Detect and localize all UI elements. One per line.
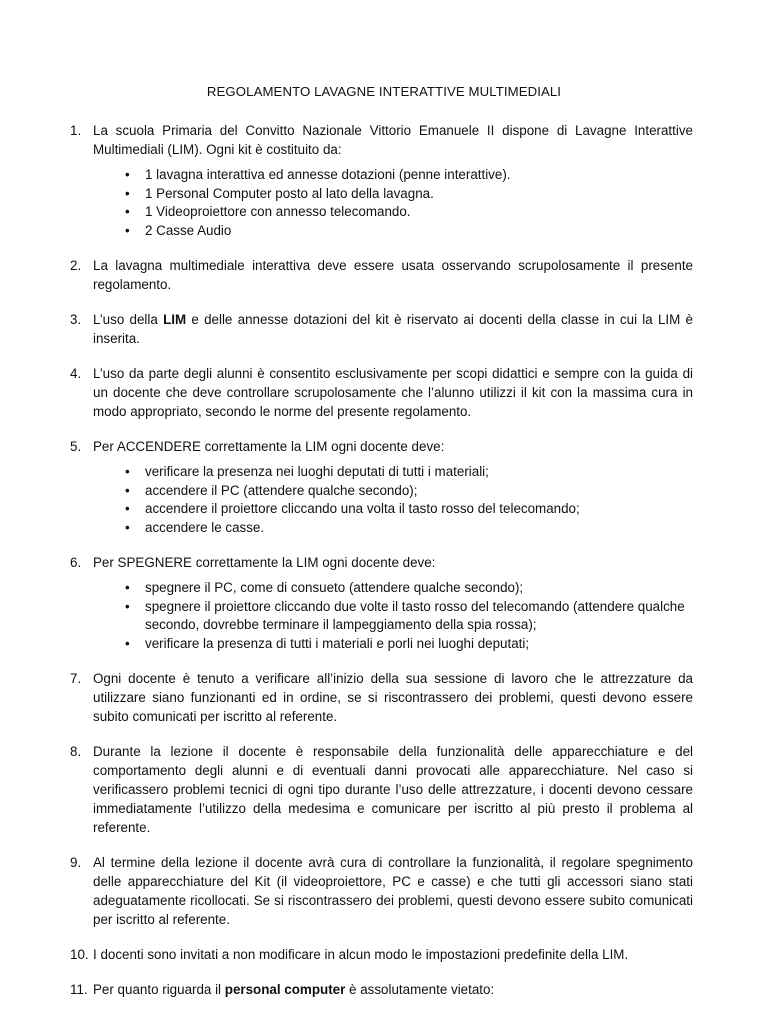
rule-item xyxy=(70,364,693,421)
rule-item xyxy=(70,853,693,929)
rule-number: 10. xyxy=(70,947,89,962)
bullet-list xyxy=(93,463,693,537)
list-item: • accendere le casse. xyxy=(145,519,693,538)
list-item: • 1 Videoproiettore con annesso telecomando. xyxy=(145,203,693,222)
rule-number: 7. xyxy=(70,671,82,686)
rule-number: 2. xyxy=(70,258,82,273)
rule-text: Al termine della lezione il docente avrà cura di controllare la funzionalità, il regolare spegnimento delle apparecchiature del Kit (il videoproiettore, PC e casse) e che tutti gli accessori siano stati adeguatamente ricollocati. Se si riscontrassero dei problemi, questi devono essere subito comunicati per iscritto al referente. xyxy=(93,855,693,927)
rule-item xyxy=(70,121,693,240)
list-item: • verificare la presenza nei luoghi deputati di tutti i materiali; xyxy=(145,463,693,482)
rule-text: I docenti sono invitati a non modificare in alcun modo le impostazioni predefinite della LIM. xyxy=(93,947,629,962)
rule-text: Durante la lezione il docente è responsabile della funzionalità delle apparecchiature e del comportamento degli alunni e di eventuali danni provocati alle apparecchiature. Nel caso si verificassero problemi tecnici di ogni tipo durante l’uso delle attrezzature, i docenti devono cessare immediatamente l’utilizzo della medesima e comunicare per iscritto al più presto il problema al referente. xyxy=(93,744,693,835)
list-item: • spegnere il PC, come di consueto (attendere qualche secondo); xyxy=(145,579,693,598)
rule-text xyxy=(93,310,693,348)
rule-item xyxy=(70,553,693,653)
rule-number: 11. xyxy=(70,982,88,997)
rule-text: Ogni docente è tenuto a verificare all’inizio della sua sessione di lavoro che le attrezzature da utilizzare siano funzionanti ed in ordine, se si riscontrassero dei problemi, questi devono essere subito comunicati per iscritto al referente. xyxy=(93,671,693,724)
rule-number: 3. xyxy=(70,312,82,327)
rule-item xyxy=(70,310,693,348)
list-item: • 1 lavagna interattiva ed annesse dotazioni (penne interattive). xyxy=(145,166,693,185)
rule-text-part: è assolutamente vietato: xyxy=(345,982,495,997)
list-item: • spegnere il proiettore cliccando due volte il tasto rosso del telecomando (attendere qualche secondo, dovrebbe terminare il lampeggiamento della spia rossa); xyxy=(145,598,693,635)
rule-text-part: Per quanto riguarda il xyxy=(93,982,225,997)
rule-number: 9. xyxy=(70,855,82,870)
rule-number: 8. xyxy=(70,744,82,759)
rule-number: 5. xyxy=(70,439,82,454)
document-title: REGOLAMENTO LAVAGNE INTERATTIVE MULTIMEDIALI xyxy=(206,84,562,99)
rule-text-bold: personal computer xyxy=(224,982,346,997)
rule-text-bold: LIM xyxy=(163,312,187,327)
list-item: • verificare la presenza di tutti i materiali e porli nei luoghi deputati; xyxy=(145,635,693,654)
bullet-list xyxy=(93,166,693,240)
rule-item xyxy=(70,742,693,837)
list-item: • 2 Casse Audio xyxy=(145,222,693,241)
rule-text: Per ACCENDERE correttamente la LIM ogni docente deve: xyxy=(93,439,445,454)
rules-list xyxy=(70,121,693,1015)
rule-number: 4. xyxy=(70,366,82,381)
rule-item xyxy=(70,669,693,726)
rule-text xyxy=(93,980,693,999)
rule-text-part: L’uso della xyxy=(93,312,164,327)
rule-text-part: e delle annesse dotazioni del kit è riservato ai docenti della classe in cui la LIM è inserita. xyxy=(93,312,693,346)
list-item: • 1 Personal Computer posto al lato della lavagna. xyxy=(145,185,693,204)
rule-item xyxy=(70,945,693,964)
rule-text: Per SPEGNERE correttamente la LIM ogni docente deve: xyxy=(93,555,436,570)
rule-number: 6. xyxy=(70,555,82,570)
rule-number: 1. xyxy=(70,123,82,138)
list-item: • accendere il proiettore cliccando una volta il tasto rosso del telecomando; xyxy=(145,500,693,519)
rule-text: L’uso da parte degli alunni è consentito esclusivamente per scopi didattici e sempre con la guida di un docente che deve controllare scrupolosamente che l’alunno utilizzi il kit con la massima cura in modo appropriato, secondo le norme del presente regolamento. xyxy=(93,366,693,419)
list-item: • accendere il PC (attendere qualche secondo); xyxy=(145,482,693,501)
rule-item xyxy=(70,256,693,294)
rule-item xyxy=(70,437,693,537)
rule-text: La scuola Primaria del Convitto Nazionale Vittorio Emanuele II dispone di Lavagne Interattive Multimediali (LIM). Ogni kit è costituito da: xyxy=(93,123,693,157)
rule-text: La lavagna multimediale interattiva deve essere usata osservando scrupolosamente il presente regolamento. xyxy=(93,258,693,292)
bullet-list xyxy=(93,579,693,653)
rule-item xyxy=(70,980,693,999)
